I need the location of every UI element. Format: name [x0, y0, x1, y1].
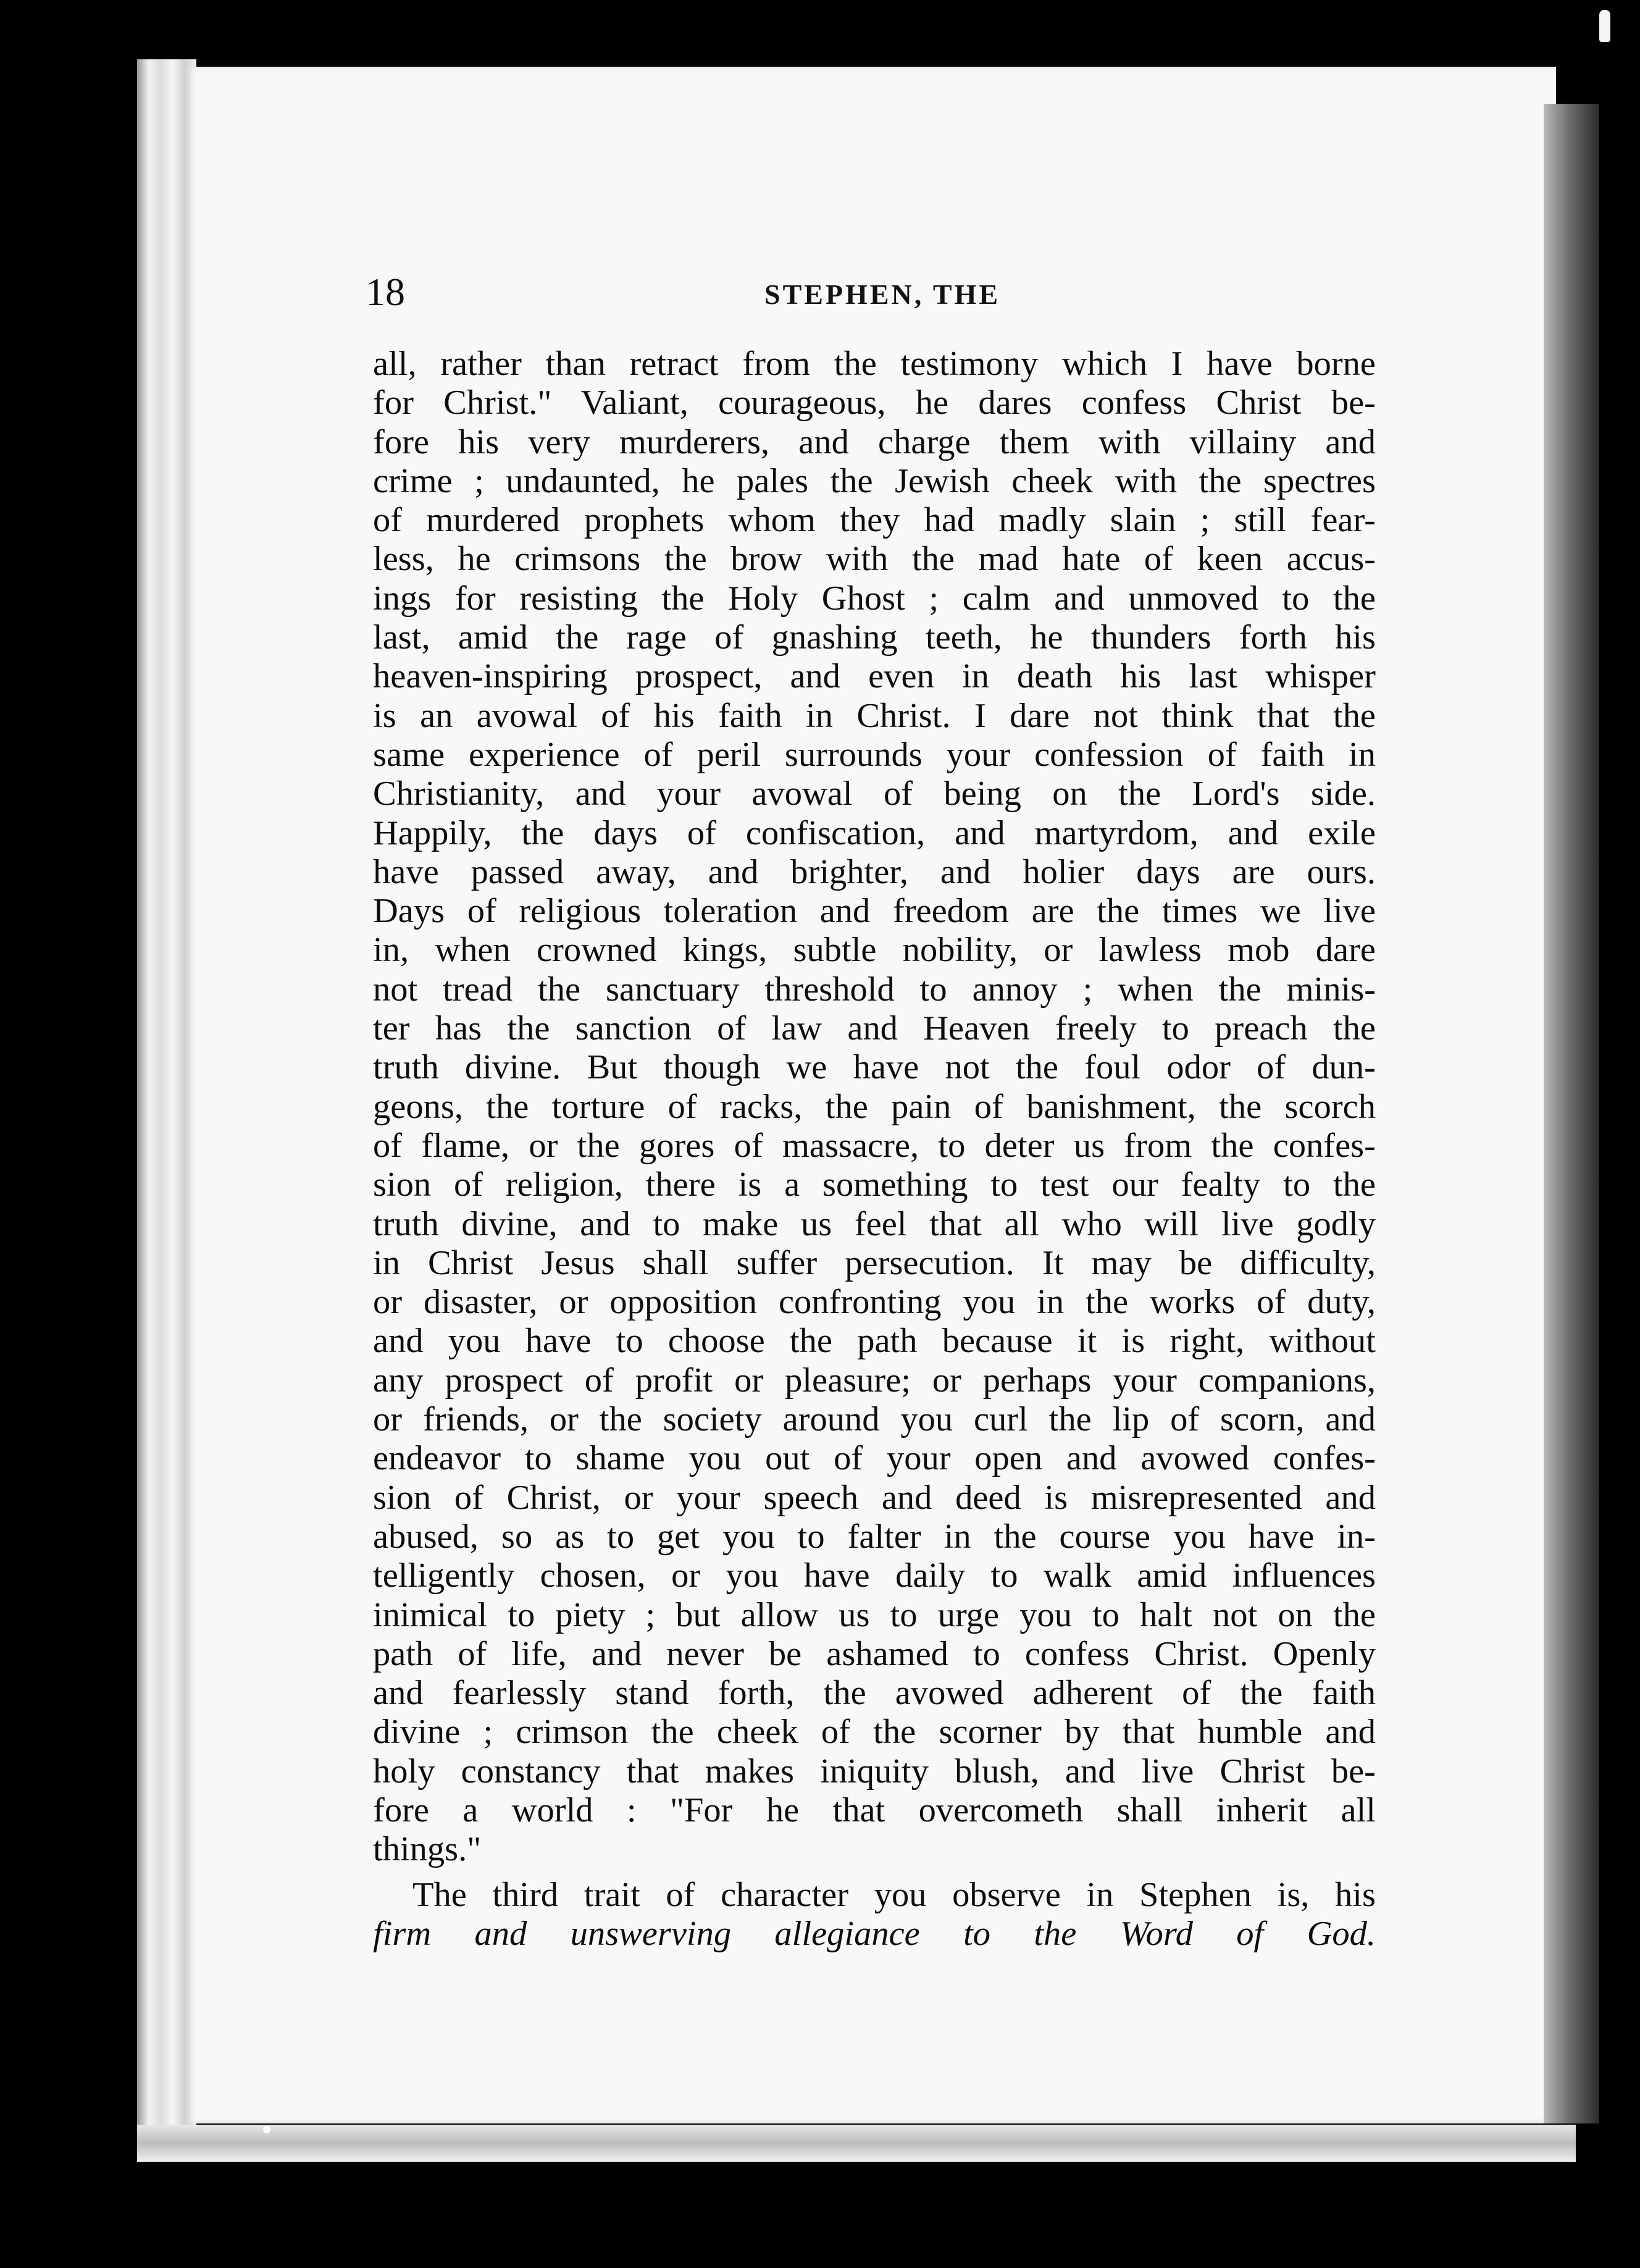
scan-corner-mark	[1599, 10, 1610, 42]
text-line: or disaster, or opposition confronting you in the works of duty,	[373, 1283, 1376, 1322]
text-line: inimical to piety ; but allow us to urge you to halt not on the	[373, 1595, 1376, 1634]
running-head	[366, 269, 1366, 319]
text-line: The third trait of character you observe in Stephen is, his	[412, 1875, 1376, 1914]
text-line: Happily, the days of confiscation, and martyrdom, and exile	[373, 813, 1376, 852]
text-line: sion of religion, there is a something to test our fealty to the	[373, 1166, 1376, 1204]
paragraph-2	[373, 1876, 1376, 1954]
text-line: Days of religious toleration and freedom are the times we live	[373, 892, 1376, 931]
text-line: of murdered prophets whom they had madly slain ; still fear-	[373, 501, 1376, 540]
book-spine-shadow	[1544, 104, 1599, 2123]
text-line: ings for resisting the Holy Ghost ; calm and unmoved to the	[373, 579, 1376, 618]
running-head-title: STEPHEN, THE	[764, 279, 1001, 310]
text-line: not tread the sanctuary threshold to annoy ; when the minis-	[373, 970, 1376, 1009]
text-line: in, when crowned kings, subtle nobility, or lawless mob dare	[373, 931, 1376, 970]
text-line: of flame, or the gores of massacre, to deter us from the confes-	[373, 1126, 1376, 1165]
text-line: holy constancy that makes iniquity blush, and live Christ be-	[373, 1752, 1376, 1791]
text-line: telligently chosen, or you have daily to walk amid influences	[373, 1556, 1376, 1595]
text-line-italic: firm and unswerving allegiance to the Word of God.	[373, 1914, 1376, 1953]
text-line: divine ; crimson the cheek of the scorner by that humble and	[373, 1713, 1376, 1752]
text-line: for Christ." Valiant, courageous, he dares confess Christ be-	[373, 384, 1376, 422]
text-line: or friends, or the society around you curl the lip of scorn, and	[373, 1400, 1376, 1439]
text-line: truth divine, and to make us feel that all who will live godly	[373, 1204, 1376, 1243]
text-line: sion of Christ, or your speech and deed is misrepresented and	[373, 1478, 1376, 1517]
page-number: 18	[366, 270, 405, 314]
body-text	[373, 345, 1376, 1954]
book-page-edges-bottom	[137, 2125, 1576, 2162]
text-line: abused, so as to get you to falter in the course you have in-	[373, 1517, 1376, 1556]
text-line: in Christ Jesus shall suffer persecution. It may be difficulty,	[373, 1243, 1376, 1282]
text-line: heaven-inspiring prospect, and even in death his last whisper	[373, 657, 1376, 696]
text-line: endeavor to shame you out of your open and avowed confes-	[373, 1439, 1376, 1478]
text-line: ter has the sanction of law and Heaven freely to preach the	[373, 1009, 1376, 1048]
text-line: less, he crimsons the brow with the mad hate of keen accus-	[373, 540, 1376, 579]
text-line: any prospect of profit or pleasure; or perhaps your companions,	[373, 1361, 1376, 1400]
text-line: same experience of peril surrounds your confession of faith in	[373, 735, 1376, 774]
text-line: all, rather than retract from the testimony which I have borne	[373, 345, 1376, 383]
text-line: geons, the torture of racks, the pain of banishment, the scorch	[373, 1087, 1376, 1126]
text-line: path of life, and never be ashamed to confess Christ. Openly	[373, 1634, 1376, 1673]
text-line: and fearlessly stand forth, the avowed adherent of the faith	[373, 1674, 1376, 1713]
text-line: things."	[373, 1830, 482, 1869]
text-line: fore a world : "For he that overcometh shall inherit all	[373, 1791, 1376, 1829]
text-line: have passed away, and brighter, and holier days are ours.	[373, 852, 1376, 891]
paragraph-1	[373, 345, 1376, 1870]
text-line: crime ; undaunted, he pales the Jewish cheek with the spectres	[373, 461, 1376, 500]
text-line: Christianity, and your avowal of being on the Lord's side.	[373, 775, 1376, 813]
text-line: is an avowal of his faith in Christ. I dare not think that the	[373, 696, 1376, 735]
text-line: last, amid the rage of gnashing teeth, he thunders forth his	[373, 618, 1376, 657]
text-line: fore his very murderers, and charge them with villainy and	[373, 422, 1376, 461]
text-line: and you have to choose the path because it is right, without	[373, 1322, 1376, 1361]
text-line: truth divine. But though we have not the foul odor of dun-	[373, 1048, 1376, 1087]
scan-speck	[263, 2126, 270, 2133]
